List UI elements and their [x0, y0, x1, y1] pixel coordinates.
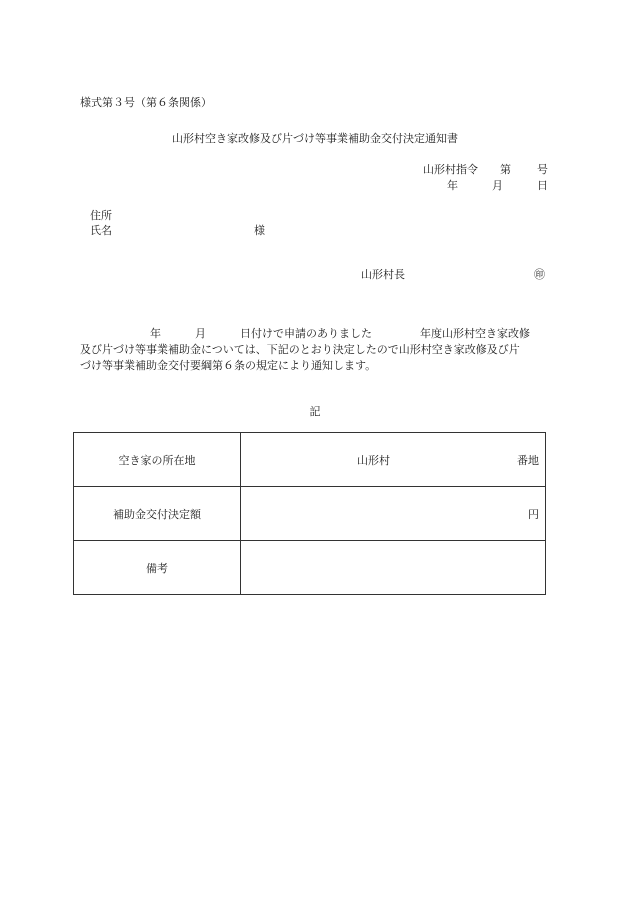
year-label: 年: [447, 179, 458, 192]
row-label-location: 空き家の所在地: [74, 433, 241, 487]
month-label: 月: [492, 179, 503, 192]
number-prefix: 第: [500, 163, 511, 176]
body-year: 年: [150, 327, 161, 340]
issuer-label: 山形村指令: [423, 163, 478, 176]
honorific-label: 様: [254, 224, 265, 237]
table-row: [74, 433, 546, 487]
table-row: [74, 541, 546, 595]
body-line-1: [80, 326, 560, 342]
body-text-part1: 年度山形村空き家改修: [420, 327, 530, 340]
day-label: 日: [537, 179, 548, 192]
body-line-2: 及び片づけ等事業補助金については、下記のとおり決定したので山形村空き家改修及び片: [80, 343, 520, 356]
detail-table: [73, 432, 546, 595]
seal-mark: ㊞: [534, 268, 545, 281]
row-label-amount: 補助金交付決定額: [74, 487, 241, 541]
issue-date-line: [447, 177, 548, 193]
location-village: 山形村: [357, 453, 390, 467]
row-value-amount: [241, 487, 546, 541]
number-suffix: 号: [537, 163, 548, 176]
row-label-remarks: 備考: [74, 541, 241, 595]
location-banchi: 番地: [517, 453, 539, 467]
sender-title: 山形村長: [361, 268, 405, 281]
name-label: 氏名: [90, 224, 112, 237]
notice-body: [80, 326, 560, 374]
body-date-suffix: 日付けで申請のありました: [240, 327, 372, 340]
ki-heading: 記: [309, 405, 321, 418]
form-label: 様式第３号（第６条関係）: [80, 96, 212, 109]
document-title: 山形村空き家改修及び片づけ等事業補助金交付決定通知書: [172, 132, 458, 145]
amount-yen: 円: [528, 507, 539, 521]
row-value-location: [241, 433, 546, 487]
body-month: 月: [195, 327, 206, 340]
body-line-3: づけ等事業補助金交付要綱第６条の規定により通知します。: [80, 359, 377, 372]
table-row: [74, 487, 546, 541]
reference-number-line: [423, 161, 548, 177]
address-label: 住所: [90, 209, 112, 222]
row-value-remarks: [241, 541, 546, 595]
